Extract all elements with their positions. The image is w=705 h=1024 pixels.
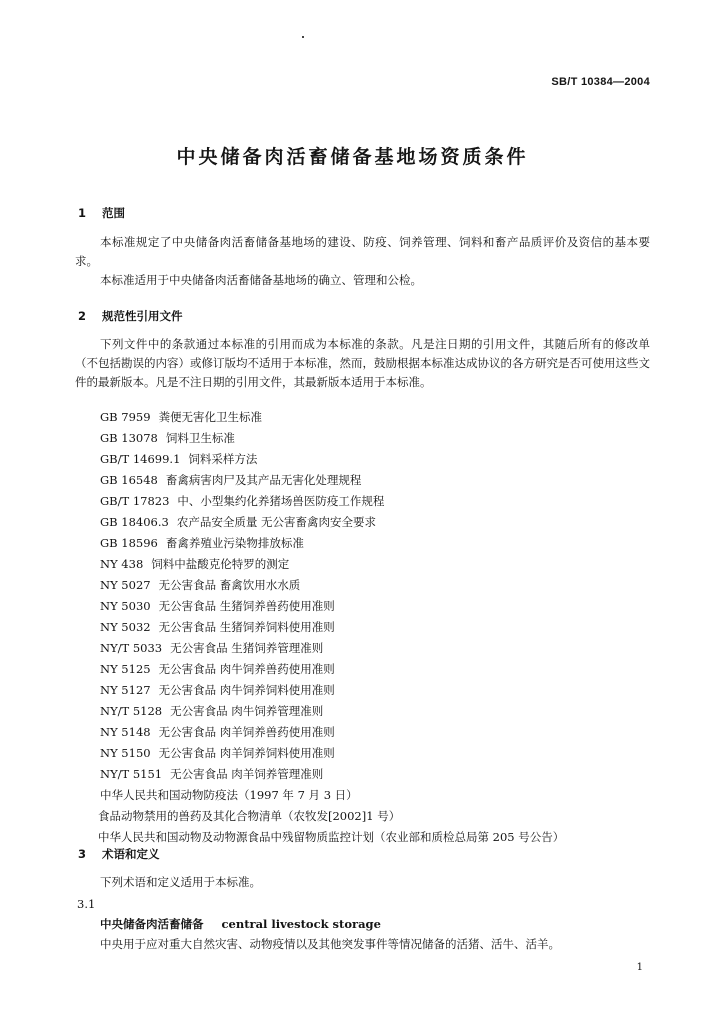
term-definition: 中央用于应对重大自然灾害、动物疫情以及其他突发事件等情况储备的活猪、活牛、活羊。 bbox=[100, 937, 560, 951]
reference-item: NY 5027 无公害食品 畜禽饮用水水质 bbox=[100, 578, 301, 592]
reference-item: NY 5032 无公害食品 生猪饲养饲料使用准则 bbox=[100, 620, 335, 634]
paragraph: 本标准适用于中央储备肉活畜储备基地场的确立、管理和公检。 bbox=[100, 273, 422, 287]
section-number: 1 bbox=[78, 206, 87, 220]
subsection-number: 3.1 bbox=[77, 897, 96, 911]
scan-speck bbox=[302, 36, 304, 38]
reference-item: GB 7959 粪便无害化卫生标准 bbox=[100, 410, 263, 424]
term-chinese: 中央储备肉活畜储备 bbox=[100, 917, 204, 931]
reference-item: 食品动物禁用的兽药及其化合物清单（农牧发[2002]1 号） bbox=[98, 809, 401, 823]
reference-item: GB 18596 畜禽养殖业污染物排放标准 bbox=[100, 536, 304, 550]
section-1-body bbox=[75, 233, 650, 290]
reference-item: NY 5125 无公害食品 肉牛饲养兽药使用准则 bbox=[100, 662, 335, 676]
reference-list bbox=[100, 407, 564, 848]
section-3-intro bbox=[100, 873, 500, 892]
section-title: 规范性引用文件 bbox=[102, 309, 183, 323]
term-english: central livestock storage bbox=[221, 917, 381, 931]
term-entry bbox=[100, 916, 381, 932]
document-title: 中央储备肉活畜储备基地场资质条件 bbox=[176, 146, 529, 168]
section-3-heading bbox=[78, 846, 160, 862]
reference-item: NY 438 饲料中盐酸克伦特罗的测定 bbox=[100, 557, 290, 571]
reference-item: GB 16548 畜禽病害肉尸及其产品无害化处理规程 bbox=[100, 473, 362, 487]
paragraph: 下列术语和定义适用于本标准。 bbox=[100, 875, 261, 889]
section-title: 范围 bbox=[102, 206, 126, 220]
section-number: 3 bbox=[78, 847, 87, 861]
standard-number: SB/T 10384—2004 bbox=[551, 76, 650, 88]
reference-item: NY 5148 无公害食品 肉羊饲养兽药使用准则 bbox=[100, 725, 335, 739]
reference-item: NY 5127 无公害食品 肉牛饲养饲料使用准则 bbox=[100, 683, 335, 697]
section-1-heading bbox=[78, 205, 125, 221]
reference-item: NY/T 5151 无公害食品 肉羊饲养管理准则 bbox=[100, 767, 324, 781]
section-2-heading bbox=[78, 308, 183, 324]
reference-item: 中华人民共和国动物防疫法（1997 年 7 月 3 日） bbox=[100, 788, 358, 802]
paragraph: 本标准规定了中央储备肉活畜储备基地场的建设、防疫、饲养管理、饲料和畜产品质评价及资信的基本要求。 bbox=[75, 235, 650, 268]
reference-item: NY 5030 无公害食品 生猪饲养兽药使用准则 bbox=[100, 599, 335, 613]
page-number: 1 bbox=[636, 962, 643, 973]
section-2-intro bbox=[75, 335, 650, 392]
reference-item: NY 5150 无公害食品 肉羊饲养饲料使用准则 bbox=[100, 746, 335, 760]
reference-item: 中华人民共和国动物及动物源食品中残留物质监控计划（农业部和质检总局第 205 号公告） bbox=[98, 830, 565, 844]
section-number: 2 bbox=[78, 309, 87, 323]
reference-item: GB/T 14699.1 饲料采样方法 bbox=[100, 452, 258, 466]
reference-item: GB/T 17823 中、小型集约化养猪场兽医防疫工作规程 bbox=[100, 494, 385, 508]
reference-item: GB 18406.3 农产品安全质量 无公害畜禽肉安全要求 bbox=[100, 515, 377, 529]
reference-item: NY/T 5033 无公害食品 生猪饲养管理准则 bbox=[100, 641, 324, 655]
paragraph: 下列文件中的条款通过本标准的引用而成为本标准的条款。凡是注日期的引用文件，其随后所有的修改单（不包括勘误的内容）或修订版均不适用于本标准，然而，鼓励根据本标准达成协议的各方研究是否可使用这些文件的最新版本。凡是不注日期的引用文件，其最新版本适用于本标准。 bbox=[75, 337, 650, 389]
reference-item: NY/T 5128 无公害食品 肉牛饲养管理准则 bbox=[100, 704, 324, 718]
section-title: 术语和定义 bbox=[102, 847, 160, 861]
reference-item: GB 13078 饲料卫生标准 bbox=[100, 431, 235, 445]
